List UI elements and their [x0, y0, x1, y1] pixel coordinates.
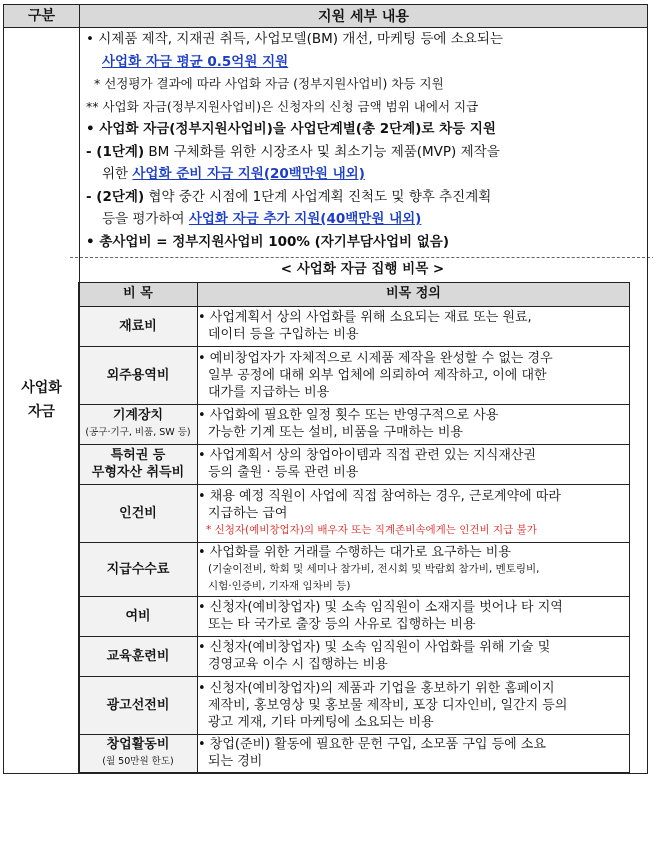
- definition-line: • 예비창업자가 자체적으로 시제품 제작을 완성할 수 없는 경우: [198, 350, 553, 366]
- expense-item-label: 창업활동비: [106, 737, 170, 752]
- expense-item-label: 광고선전비: [106, 697, 170, 713]
- expense-item-name: [79, 596, 198, 636]
- header-detail: 지원 세부 내용: [80, 5, 648, 28]
- expense-item-row: [79, 346, 630, 404]
- expense-item-definition: [198, 404, 630, 444]
- expense-item-definition: [198, 346, 630, 404]
- definition-line: • 신청자(예비창업자) 및 소속 임직원이 소재지를 벗어나 타 지역: [198, 600, 563, 615]
- definition-subline: (기술이전비, 학회 및 세미나 참가비, 전시회 및 박람회 참가비, 멘토링비, 시험·인증비, 기자재 임차비 등): [208, 562, 540, 592]
- inner-header-item: 비 목: [79, 283, 198, 307]
- expense-item-name: [79, 404, 198, 444]
- definition-line: 경영교육 이수 시 집행하는 비용: [208, 657, 388, 672]
- expense-item-row: [79, 676, 630, 734]
- expense-item-definition: [198, 444, 630, 484]
- definition-line: • 사업계획서 상의 창업아이템과 직접 관련 있는 지식재산권: [198, 448, 536, 463]
- expense-item-name: [79, 636, 198, 676]
- expense-item-name: [79, 444, 198, 484]
- bullet-1-highlight: 사업화 자금 평균 0.5억원 지원: [102, 53, 289, 70]
- category-cell: [4, 28, 80, 774]
- definition-line: 등의 출원 · 등록 관련 비용: [208, 465, 359, 480]
- stage-2-text: 협약 중간 시점에 1단계 사업계획 진척도 및 향후 추진계획: [144, 188, 492, 205]
- expense-item-row: [79, 444, 630, 484]
- expense-item-definition: [198, 676, 630, 734]
- expense-item-name: [79, 346, 198, 404]
- expense-item-definition: [198, 542, 630, 596]
- expense-item-row: [79, 484, 630, 542]
- definition-line: 제작비, 홍보영상 및 홍보물 제작비, 포장 디자인비, 일간지 등의: [208, 697, 568, 713]
- detail-cell: [80, 28, 648, 774]
- definition-line: 가능한 기계 또는 설비, 비품을 구매하는 비용: [208, 425, 463, 440]
- stage-2-highlight: 사업화 자금 추가 지원(40백만원 내외): [188, 211, 422, 227]
- expense-item-label: 기계장치: [112, 408, 164, 423]
- stage-1-label: - (1단계): [86, 143, 145, 160]
- stage-1-cont: 위한: [102, 166, 133, 182]
- expense-item-label: 재료비: [119, 318, 157, 334]
- expense-item-label: 여비: [125, 608, 151, 624]
- definition-line: 데이터 등을 구입하는 비용: [208, 327, 359, 342]
- definition-line: • 신청자(예비창업자) 및 소속 임직원이 사업화를 위해 기술 및: [198, 640, 551, 655]
- category-label: 사업화 자금: [21, 380, 62, 421]
- expense-item-row: [79, 542, 630, 596]
- expense-item-name: [79, 306, 198, 346]
- expense-item-name: [79, 484, 198, 542]
- expense-item-label: 특허권 등 무형자산 취득비: [91, 448, 185, 480]
- header-category: 구분: [4, 5, 80, 28]
- stage-2-cont: 등을 평가하여: [102, 211, 189, 227]
- note-2: ** 사업화 자금(정부지원사업비)은 신청자의 신청 금액 범위 내에서 지급: [86, 98, 479, 114]
- stage-1-text: BM 구체화를 위한 시장조사 및 최소기능 제품(MVP) 제작을: [144, 143, 500, 160]
- bullet-1-text: • 시제품 제작, 지재권 취득, 사업모델(BM) 개선, 마케팅 등에 소요되는: [86, 31, 503, 47]
- definition-line: 지급하는 급여: [208, 505, 288, 521]
- expense-item-definition: [198, 596, 630, 636]
- expense-item-label: 외주용역비: [106, 367, 170, 383]
- definition-line: 광고 게재, 기타 마케팅에 소요되는 비용: [208, 714, 434, 730]
- definition-line: • 신청자(예비창업자)의 제품과 기업을 홍보하기 위한 홈페이지: [198, 680, 555, 696]
- definition-line: • 사업계획서 상의 사업화를 위해 소요되는 재료 또는 원료,: [198, 310, 532, 325]
- expense-item-definition: [198, 484, 630, 542]
- stage-1-highlight: 사업화 준비 자금 지원(20백만원 내외): [132, 166, 365, 182]
- expense-item-row: [79, 636, 630, 676]
- expense-item-definition: [198, 734, 630, 772]
- definition-line: • 창업(준비) 활동에 필요한 문헌 구입, 소모품 구입 등에 소요: [198, 737, 546, 752]
- expense-item-sublabel: (월 50만원 한도): [102, 756, 174, 767]
- exec-items-title: < 사업화 자금 집행 비목 >: [70, 257, 653, 280]
- expense-items-table: [78, 282, 630, 773]
- expense-item-definition: [198, 636, 630, 676]
- definition-line: • 사업화에 필요한 일정 횟수 또는 반영구적으로 사용: [198, 408, 499, 423]
- note-1: * 선정평가 결과에 따라 사업화 자금 (정부지원사업비) 차등 지원: [94, 76, 444, 91]
- inner-header-definition: 비목 정의: [198, 283, 630, 307]
- expense-item-row: [79, 734, 630, 772]
- expense-item-name: [79, 734, 198, 772]
- expense-item-label: 지급수수료: [106, 561, 170, 577]
- expense-item-definition: [198, 306, 630, 346]
- bullet-2: • 사업화 자금(정부지원사업비)을 사업단계별(총 2단계)로 차등 지원: [86, 121, 496, 137]
- support-detail-table: [3, 4, 648, 774]
- stage-2-label: - (2단계): [86, 188, 145, 205]
- definition-line: 대가를 지급하는 비용: [208, 384, 330, 400]
- expense-item-row: [79, 404, 630, 444]
- definition-line: • 채용 예정 직원이 사업에 직접 참여하는 경우, 근로계약에 따라: [198, 488, 561, 504]
- definition-line: • 사업화를 위한 거래를 수행하는 대가로 요구하는 비용: [198, 544, 511, 560]
- expense-item-label: 교육훈련비: [106, 648, 170, 664]
- definition-warning-note: * 신청자(예비창업자)의 배우자 또는 직계존비속에게는 인건비 지급 불가: [206, 523, 537, 536]
- definition-line: 일부 공정에 대해 외부 업체에 의뢰하여 제작하고, 이에 대한: [208, 367, 547, 383]
- expense-item-sublabel: (공구·기구, 비품, SW 등): [85, 427, 191, 438]
- bullet-3: • 총사업비 = 정부지원사업비 100% (자기부담사업비 없음): [86, 233, 450, 250]
- expense-item-name: [79, 676, 198, 734]
- definition-line: 되는 경비: [208, 754, 263, 769]
- expense-item-row: [79, 306, 630, 346]
- expense-item-row: [79, 596, 630, 636]
- expense-item-name: [79, 542, 198, 596]
- definition-line: 또는 타 국가로 출장 등의 사유로 집행하는 비용: [208, 617, 476, 632]
- expense-item-label: 인건비: [119, 505, 157, 521]
